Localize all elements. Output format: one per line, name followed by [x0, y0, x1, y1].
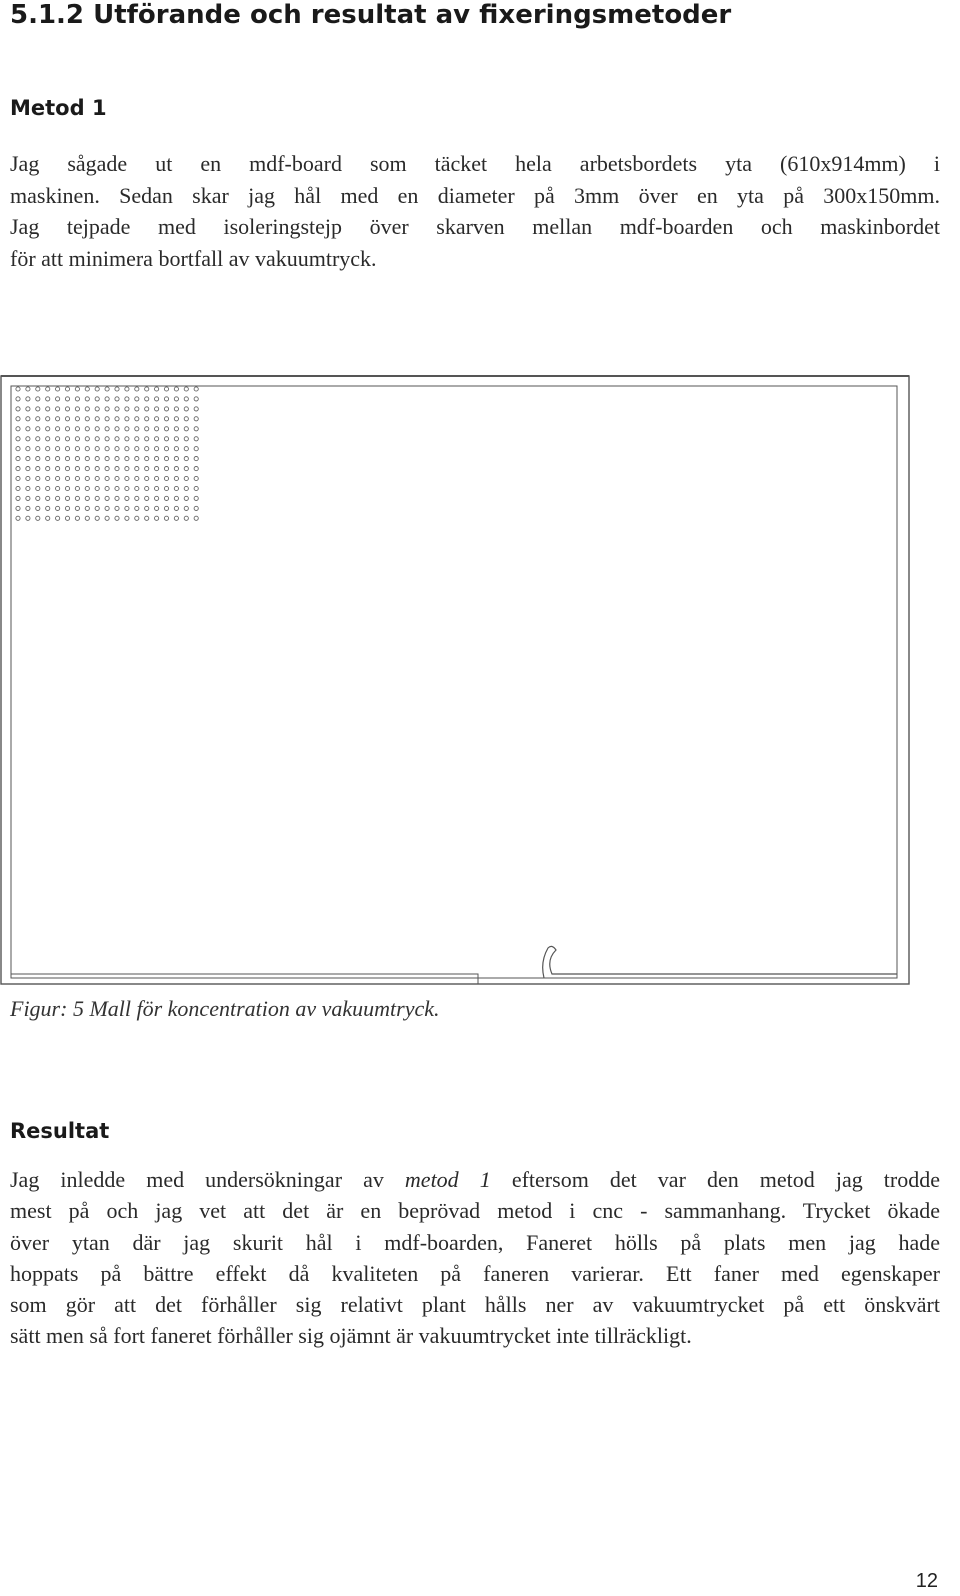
drill-hole — [194, 407, 198, 411]
drill-hole — [85, 437, 89, 441]
drill-hole — [56, 437, 60, 441]
drill-hole — [65, 387, 69, 391]
drill-hole — [155, 467, 159, 471]
drill-hole — [184, 447, 188, 451]
drill-hole — [145, 467, 149, 471]
drill-hole — [174, 427, 178, 431]
drill-hole — [85, 397, 89, 401]
drill-hole — [184, 457, 188, 461]
drill-hole — [95, 397, 99, 401]
drill-hole — [135, 516, 139, 520]
drill-hole — [95, 407, 99, 411]
drill-hole — [194, 447, 198, 451]
drill-hole — [145, 476, 149, 480]
drill-hole — [85, 447, 89, 451]
drill-hole — [65, 516, 69, 520]
drill-hole — [105, 486, 109, 490]
drill-hole — [145, 506, 149, 510]
drill-hole — [174, 467, 178, 471]
drill-hole — [125, 516, 129, 520]
drill-hole — [75, 417, 79, 421]
drill-hole — [75, 467, 79, 471]
drill-hole — [194, 387, 198, 391]
drill-hole — [155, 476, 159, 480]
drill-hole — [164, 467, 168, 471]
drill-hole — [174, 417, 178, 421]
drill-hole — [105, 496, 109, 500]
drill-hole — [95, 447, 99, 451]
drill-hole — [26, 437, 30, 441]
drill-hole — [155, 516, 159, 520]
drill-hole — [184, 476, 188, 480]
drill-hole — [46, 516, 50, 520]
drill-hole — [155, 506, 159, 510]
drill-hole — [145, 427, 149, 431]
drill-hole — [16, 457, 20, 461]
drill-hole — [194, 417, 198, 421]
drill-hole — [115, 486, 119, 490]
drill-hole — [105, 457, 109, 461]
paragraph-line — [10, 1164, 940, 1195]
drill-hole — [194, 506, 198, 510]
drill-hole — [105, 437, 109, 441]
drill-hole — [85, 486, 89, 490]
drill-hole — [65, 417, 69, 421]
drill-hole — [46, 387, 50, 391]
drill-hole — [164, 437, 168, 441]
drill-hole — [46, 467, 50, 471]
drill-hole — [56, 516, 60, 520]
drill-hole — [164, 407, 168, 411]
drill-hole — [85, 467, 89, 471]
drill-hole — [75, 427, 79, 431]
drill-hole — [16, 387, 20, 391]
drill-hole — [184, 467, 188, 471]
drill-hole — [36, 476, 40, 480]
drill-hole — [26, 397, 30, 401]
drill-hole — [164, 387, 168, 391]
drill-hole — [65, 427, 69, 431]
drill-hole — [174, 516, 178, 520]
drill-hole — [174, 407, 178, 411]
drill-hole — [105, 427, 109, 431]
cut-notch — [543, 946, 897, 978]
drill-hole — [184, 397, 188, 401]
drill-hole — [36, 486, 40, 490]
page-number: 12 — [915, 1570, 938, 1592]
drill-hole — [135, 447, 139, 451]
drill-hole — [85, 476, 89, 480]
drill-hole — [36, 437, 40, 441]
drill-hole — [115, 427, 119, 431]
drill-hole — [56, 427, 60, 431]
drill-hole — [65, 447, 69, 451]
drill-hole — [26, 516, 30, 520]
drill-hole — [56, 467, 60, 471]
drill-hole — [194, 467, 198, 471]
drill-hole — [164, 417, 168, 421]
figure-caption: Figur: 5 Mall för koncentration av vakuumtryck. — [10, 996, 440, 1021]
drill-hole — [65, 496, 69, 500]
drill-hole — [145, 407, 149, 411]
drill-hole — [75, 486, 79, 490]
drill-hole — [46, 397, 50, 401]
drill-hole — [65, 437, 69, 441]
drill-hole — [85, 407, 89, 411]
drill-hole — [194, 427, 198, 431]
drill-hole — [46, 447, 50, 451]
drill-hole — [164, 427, 168, 431]
drill-hole — [16, 467, 20, 471]
drill-hole — [75, 476, 79, 480]
drill-hole — [65, 407, 69, 411]
drill-hole — [105, 447, 109, 451]
drill-hole — [145, 437, 149, 441]
drill-hole — [65, 476, 69, 480]
drill-hole — [194, 397, 198, 401]
drill-hole — [155, 407, 159, 411]
result-heading: Resultat — [10, 1119, 110, 1143]
drill-hole — [164, 516, 168, 520]
drill-hole — [36, 447, 40, 451]
drill-hole — [85, 457, 89, 461]
drill-hole — [194, 437, 198, 441]
intro-paragraph — [10, 148, 940, 274]
drill-hole — [36, 457, 40, 461]
drill-hole — [16, 447, 20, 451]
text-run: eftersom det var den metod jag trodde — [490, 1167, 941, 1192]
drill-hole — [75, 407, 79, 411]
paragraph-line: mest på och jag vet att det är en beprövad metod i cnc - sammanhang. Trycket ökade — [10, 1198, 940, 1224]
drill-hole — [135, 407, 139, 411]
drill-hole — [26, 427, 30, 431]
drill-hole — [145, 496, 149, 500]
drill-hole — [135, 506, 139, 510]
drill-hole — [26, 506, 30, 510]
drill-hole — [75, 516, 79, 520]
drill-hole — [95, 476, 99, 480]
drill-hole — [36, 407, 40, 411]
drill-hole — [115, 447, 119, 451]
drill-hole — [125, 437, 129, 441]
drill-hole — [164, 506, 168, 510]
drill-hole — [155, 427, 159, 431]
drill-hole — [125, 467, 129, 471]
drill-hole — [56, 387, 60, 391]
method-heading: Metod 1 — [10, 96, 107, 120]
drill-hole — [174, 457, 178, 461]
drill-hole — [115, 407, 119, 411]
drill-hole — [95, 387, 99, 391]
drill-hole — [125, 506, 129, 510]
drill-hole — [85, 516, 89, 520]
drill-hole — [105, 387, 109, 391]
drill-hole — [115, 516, 119, 520]
paragraph-line: för att minimera bortfall av vakuumtryck. — [10, 245, 377, 271]
drill-hole — [135, 437, 139, 441]
drill-hole — [56, 476, 60, 480]
drill-hole — [75, 496, 79, 500]
drill-hole — [145, 457, 149, 461]
drill-hole — [95, 516, 99, 520]
paragraph-line: som gör att det förhåller sig relativt plant hålls ner av vakuumtrycket på ett önskvärt — [10, 1292, 940, 1318]
drill-hole — [46, 476, 50, 480]
drill-hole — [75, 397, 79, 401]
drill-hole — [155, 417, 159, 421]
tape-seam — [11, 974, 478, 984]
drill-hole — [145, 417, 149, 421]
drill-hole — [65, 457, 69, 461]
drill-hole — [125, 486, 129, 490]
drill-hole — [135, 457, 139, 461]
drill-hole — [194, 476, 198, 480]
drill-hole — [105, 476, 109, 480]
drill-hole — [16, 506, 20, 510]
drill-hole — [174, 476, 178, 480]
drill-hole — [95, 437, 99, 441]
drill-hole — [85, 387, 89, 391]
drill-hole — [46, 506, 50, 510]
drill-hole — [56, 496, 60, 500]
drill-hole — [75, 506, 79, 510]
drill-hole — [36, 427, 40, 431]
drill-hole — [105, 506, 109, 510]
drill-hole — [36, 417, 40, 421]
drill-hole — [75, 457, 79, 461]
drill-hole — [135, 467, 139, 471]
drill-hole — [26, 457, 30, 461]
drill-hole — [46, 486, 50, 490]
drill-hole — [36, 506, 40, 510]
drill-hole — [164, 457, 168, 461]
drill-hole — [46, 437, 50, 441]
drill-hole — [135, 397, 139, 401]
drill-hole — [105, 467, 109, 471]
drill-hole — [125, 457, 129, 461]
drill-hole — [16, 417, 20, 421]
drill-hole — [115, 496, 119, 500]
drill-hole — [36, 387, 40, 391]
paragraph-line: Jag sågade ut en mdf-board som täcket hela arbetsbordets yta (610x914mm) i — [10, 151, 940, 176]
drill-hole — [125, 397, 129, 401]
drill-hole — [135, 496, 139, 500]
drill-hole — [65, 397, 69, 401]
drill-hole — [115, 417, 119, 421]
drill-hole — [194, 457, 198, 461]
drill-hole — [184, 407, 188, 411]
drill-hole — [135, 486, 139, 490]
drill-hole — [194, 486, 198, 490]
drill-hole — [145, 447, 149, 451]
drill-hole — [56, 397, 60, 401]
drill-hole — [75, 447, 79, 451]
drill-hole — [36, 467, 40, 471]
drill-hole — [174, 397, 178, 401]
italic-term: metod 1 — [404, 1167, 491, 1192]
drill-hole — [135, 417, 139, 421]
drill-hole — [16, 407, 20, 411]
drill-hole — [174, 486, 178, 490]
drill-hole — [155, 447, 159, 451]
drill-hole — [36, 397, 40, 401]
drill-hole — [145, 486, 149, 490]
drill-hole — [56, 447, 60, 451]
drill-hole — [16, 486, 20, 490]
drill-hole — [184, 387, 188, 391]
drill-hole — [155, 437, 159, 441]
result-paragraph — [10, 1164, 940, 1352]
drill-hole — [46, 417, 50, 421]
drill-hole — [184, 427, 188, 431]
drill-hole — [155, 457, 159, 461]
drill-hole — [36, 516, 40, 520]
drill-hole — [135, 427, 139, 431]
drill-hole — [184, 417, 188, 421]
drill-hole — [46, 457, 50, 461]
text-run: Jag inledde med undersökningar av — [10, 1167, 405, 1192]
drill-hole — [46, 427, 50, 431]
drill-hole — [46, 496, 50, 500]
drill-hole — [164, 476, 168, 480]
drill-hole — [135, 387, 139, 391]
drill-hole — [174, 437, 178, 441]
drill-hole — [115, 506, 119, 510]
drill-hole — [85, 427, 89, 431]
drill-hole — [184, 496, 188, 500]
paragraph-line: maskinen. Sedan skar jag hål med en diameter på 3mm över en yta på 300x150mm. — [10, 182, 940, 208]
drill-hole — [184, 516, 188, 520]
drill-hole — [174, 387, 178, 391]
drill-hole — [16, 496, 20, 500]
drill-hole — [105, 417, 109, 421]
drill-hole — [125, 496, 129, 500]
drill-hole — [75, 387, 79, 391]
drill-hole — [65, 467, 69, 471]
paragraph-line: sätt men så fort faneret förhåller sig ojämnt är vakuumtrycket inte tillräckligt. — [10, 1323, 692, 1349]
drill-hole — [125, 417, 129, 421]
drill-hole — [145, 397, 149, 401]
drill-hole — [164, 397, 168, 401]
drill-hole — [125, 407, 129, 411]
drill-hole — [95, 467, 99, 471]
paragraph-line: över ytan där jag skurit hål i mdf-boarden, Faneret hölls på plats men jag hade — [10, 1229, 940, 1255]
drill-hole — [26, 496, 30, 500]
drill-hole — [95, 506, 99, 510]
hole-grid — [16, 387, 198, 521]
drill-hole — [164, 486, 168, 490]
paragraph-line: hoppats på bättre effekt då kvaliteten på faneren varierar. Ett faner med egenskaper — [10, 1260, 940, 1286]
drill-hole — [125, 427, 129, 431]
drill-hole — [56, 457, 60, 461]
drill-hole — [16, 476, 20, 480]
drill-hole — [194, 496, 198, 500]
drill-hole — [65, 486, 69, 490]
board-outline — [1, 376, 909, 984]
drill-hole — [46, 407, 50, 411]
drill-hole — [155, 397, 159, 401]
drill-hole — [164, 447, 168, 451]
drill-hole — [125, 447, 129, 451]
drill-hole — [115, 437, 119, 441]
drill-hole — [174, 447, 178, 451]
drill-hole — [115, 467, 119, 471]
drill-hole — [125, 387, 129, 391]
drill-hole — [26, 486, 30, 490]
drill-hole — [105, 397, 109, 401]
drill-hole — [16, 516, 20, 520]
paragraph-line: Jag tejpade med isoleringstejp över skarven mellan mdf-boarden och maskinbordet — [10, 214, 940, 239]
section-heading: 5.1.2 Utförande och resultat av fixeringsmetoder — [10, 0, 732, 30]
drill-hole — [56, 407, 60, 411]
drill-hole — [95, 417, 99, 421]
drill-hole — [95, 486, 99, 490]
drill-hole — [184, 437, 188, 441]
drill-hole — [155, 387, 159, 391]
drill-hole — [75, 437, 79, 441]
drill-hole — [125, 476, 129, 480]
drill-hole — [184, 486, 188, 490]
drill-hole — [115, 387, 119, 391]
drill-hole — [85, 496, 89, 500]
drill-hole — [85, 417, 89, 421]
drill-hole — [105, 407, 109, 411]
drill-hole — [26, 476, 30, 480]
drill-hole — [174, 506, 178, 510]
figure-vacuum-template — [0, 372, 912, 988]
drill-hole — [155, 496, 159, 500]
drill-hole — [105, 516, 109, 520]
board-inner-border — [11, 386, 897, 978]
drill-hole — [26, 407, 30, 411]
drill-hole — [145, 387, 149, 391]
drill-hole — [26, 467, 30, 471]
drill-hole — [95, 496, 99, 500]
drill-hole — [194, 516, 198, 520]
drill-hole — [135, 476, 139, 480]
drill-hole — [65, 506, 69, 510]
drill-hole — [174, 496, 178, 500]
drill-hole — [16, 437, 20, 441]
drill-hole — [95, 427, 99, 431]
drill-hole — [26, 417, 30, 421]
drill-hole — [115, 457, 119, 461]
drill-hole — [56, 486, 60, 490]
drill-hole — [56, 506, 60, 510]
drill-hole — [36, 496, 40, 500]
drill-hole — [16, 397, 20, 401]
drill-hole — [26, 447, 30, 451]
drill-hole — [115, 397, 119, 401]
drill-hole — [56, 417, 60, 421]
drill-hole — [115, 476, 119, 480]
drill-hole — [164, 496, 168, 500]
drill-hole — [95, 457, 99, 461]
drill-hole — [184, 506, 188, 510]
drill-hole — [145, 516, 149, 520]
drill-hole — [155, 486, 159, 490]
drill-hole — [26, 387, 30, 391]
drill-hole — [85, 506, 89, 510]
drill-hole — [16, 427, 20, 431]
